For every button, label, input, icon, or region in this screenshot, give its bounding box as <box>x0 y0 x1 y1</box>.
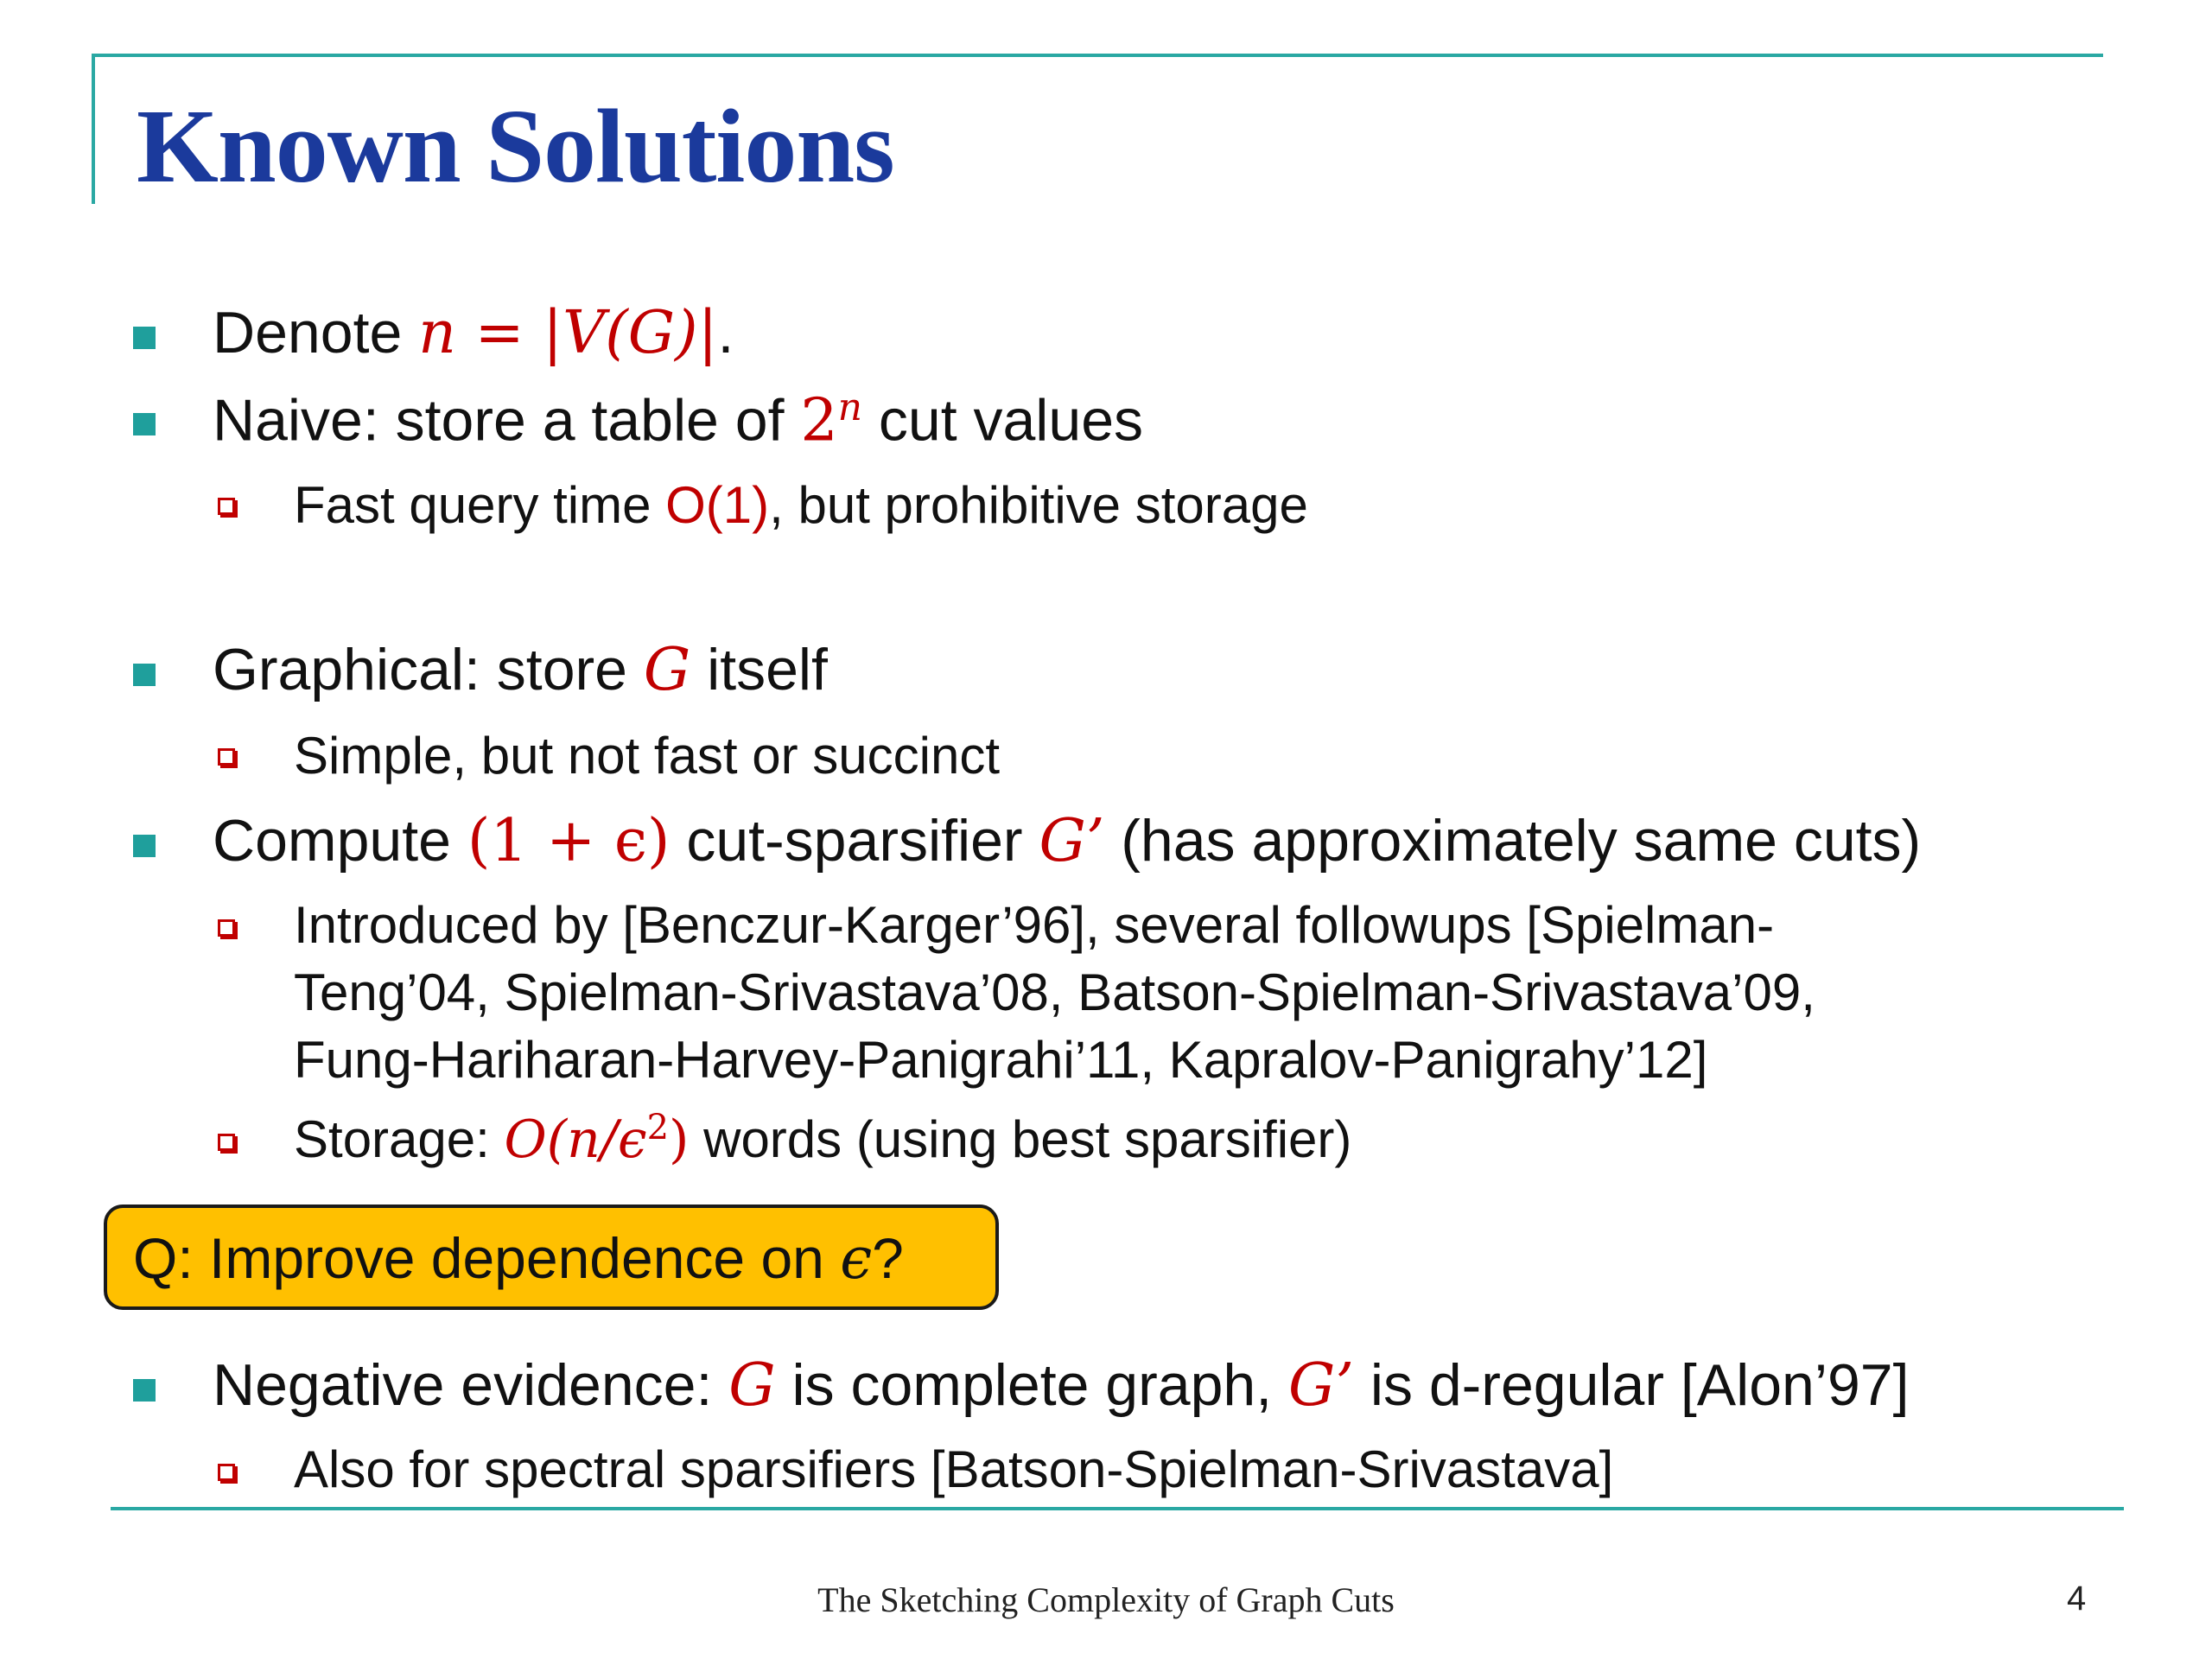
math: O(n/ϵ <box>504 1109 647 1170</box>
bullet-square-icon <box>133 327 156 349</box>
text: (has approximately same cuts) <box>1104 808 1922 874</box>
left-rule <box>92 54 95 204</box>
sub-bullet-box-icon <box>218 748 235 766</box>
text: Denote <box>213 300 419 365</box>
math-exponent: 2 <box>646 1108 670 1147</box>
math-exponent: n <box>837 385 862 429</box>
text: is d-regular [Alon’97] <box>1353 1352 1910 1418</box>
math: G <box>643 636 691 704</box>
text: Negative evidence: <box>213 1352 729 1418</box>
math: 2 <box>800 386 838 455</box>
footer-title: The Sketching Complexity of Graph Cuts <box>817 1580 1395 1619</box>
bullet-naive <box>213 385 1143 455</box>
sub-bullet-box-icon <box>218 1134 235 1151</box>
bullet-square-icon <box>133 664 156 686</box>
math: G’ <box>1039 807 1105 875</box>
slide-title: Known Solutions <box>137 88 894 205</box>
text: Graphical: store <box>213 637 644 702</box>
sub-bullet-naive <box>294 475 1308 535</box>
text: Compute <box>213 808 467 874</box>
bullet-graphical <box>213 636 828 704</box>
sub-bullet-intro-line-1: Introduced by [Benczur-Karger’96], several followups [Spielman- <box>294 896 1775 954</box>
text: Q: Improve dependence on <box>133 1226 841 1290</box>
sub-bullet-box-icon <box>218 1464 235 1481</box>
bullet-denote <box>213 299 734 367</box>
text: is complete graph, <box>775 1352 1288 1418</box>
math: O(1) <box>665 476 770 534</box>
question-text <box>133 1225 904 1292</box>
sub-bullet-box-icon <box>218 498 235 515</box>
math: G <box>728 1351 776 1420</box>
text: cut-sparsifier <box>670 808 1039 874</box>
sub-bullet-negative: Also for spectral sparsifiers [Batson-Spielman-Srivastava] <box>294 1440 1614 1498</box>
sub-bullet-intro-line-2: Teng’04, Spielman-Srivastava’08, Batson-Spielman-Srivastava’09, <box>294 963 1815 1021</box>
top-rule <box>92 54 2103 57</box>
math: G’ <box>1288 1351 1354 1420</box>
page-number: 4 <box>2067 1580 2087 1618</box>
bullet-square-icon <box>133 413 156 435</box>
text: Storage: <box>294 1110 505 1168</box>
text: Fast query time <box>294 476 666 534</box>
text: cut values <box>861 387 1144 454</box>
sub-bullet-box-icon <box>218 919 235 937</box>
math: (1 + ϵ) <box>467 807 671 875</box>
text: , but prohibitive storage <box>769 476 1308 534</box>
text: Naive: store a table of <box>213 387 801 454</box>
bottom-rule <box>111 1507 2124 1510</box>
bullet-square-icon <box>133 1379 156 1402</box>
text: words (using best sparsifier) <box>689 1110 1352 1168</box>
question-highlight-box <box>104 1205 999 1310</box>
text: . <box>717 300 734 365</box>
sub-bullet-intro-line-3: Fung-Hariharan-Harvey-Panigrahi’11, Kapralov-Panigrahy’12] <box>294 1031 1708 1089</box>
text: ? <box>872 1226 904 1290</box>
math: ϵ <box>840 1225 873 1292</box>
math: ) <box>669 1109 690 1170</box>
bullet-compute <box>213 807 1921 875</box>
sub-bullet-storage <box>294 1108 1351 1170</box>
bullet-negative <box>213 1351 1909 1420</box>
math: n = |V(G)| <box>418 299 718 367</box>
text: itself <box>690 637 828 702</box>
bullet-square-icon <box>133 835 156 857</box>
sub-bullet-graphical: Simple, but not fast or succinct <box>294 727 1001 785</box>
